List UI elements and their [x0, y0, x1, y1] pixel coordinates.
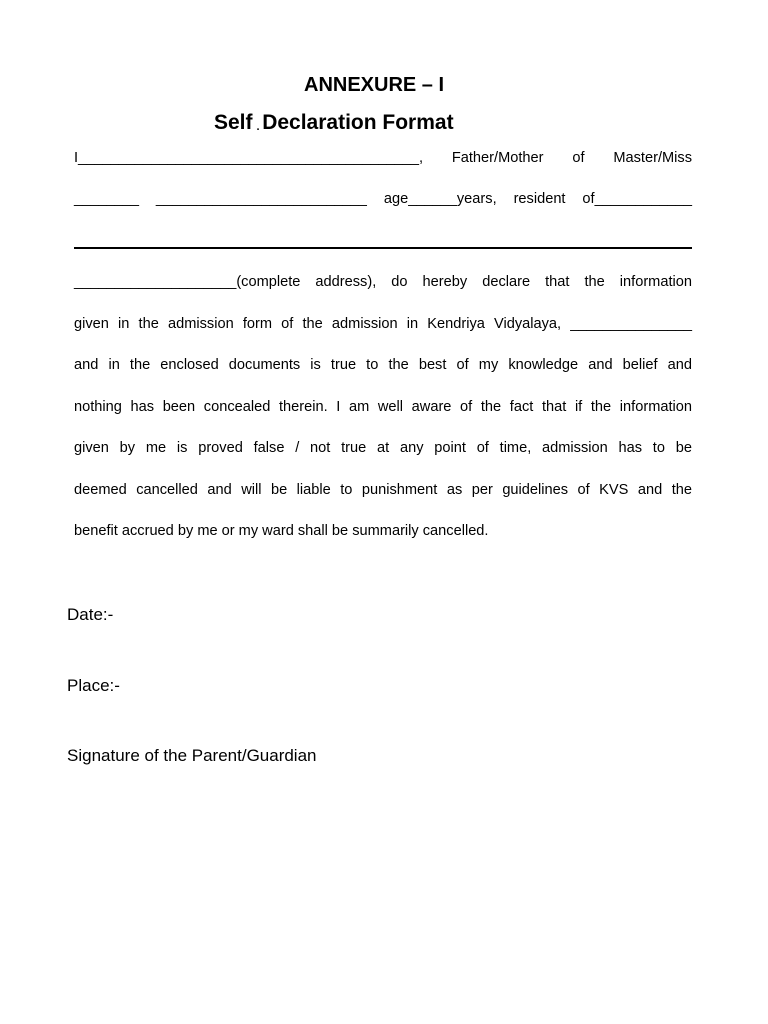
line-nothing-concealed: nothing has been concealed therein. I am well aware of the fact that if the information [74, 399, 692, 415]
subtitle-declaration-format: Declaration Format [262, 111, 454, 134]
line-benefit-accrued: benefit accrued by me or my ward shall be summarily cancelled. [74, 523, 489, 539]
line-deemed-cancelled: deemed cancelled and will be liable to punishment as per guidelines of KVS and the [74, 482, 692, 498]
line-proved-false: given by me is proved false / not true at any point of time, admission has to be [74, 440, 692, 456]
line-enclosed-documents: and in the enclosed documents is true to the best of my knowledge and belief and [74, 357, 692, 373]
place-label: Place:- [67, 676, 120, 695]
subtitle-word-self: Self [214, 111, 253, 134]
line-name-parent: I__________________________________________, Father/Mother of Master/Miss [74, 150, 692, 166]
line-complete-address: ____________________(complete address), do hereby declare that the information [74, 274, 692, 290]
line-child-age-residence: ________ __________________________ age______years, resident of____________ [74, 191, 692, 207]
subtitle-dot: · [256, 124, 261, 136]
signature-label: Signature of the Parent/Guardian [67, 746, 317, 765]
declaration-format-title [214, 111, 454, 136]
line-admission-form: given in the admission form of the admission in Kendriya Vidyalaya, _______________ [74, 316, 692, 332]
address-blank-line [74, 247, 692, 249]
annexure-title: ANNEXURE – I [304, 74, 445, 96]
date-label: Date:- [67, 605, 114, 624]
